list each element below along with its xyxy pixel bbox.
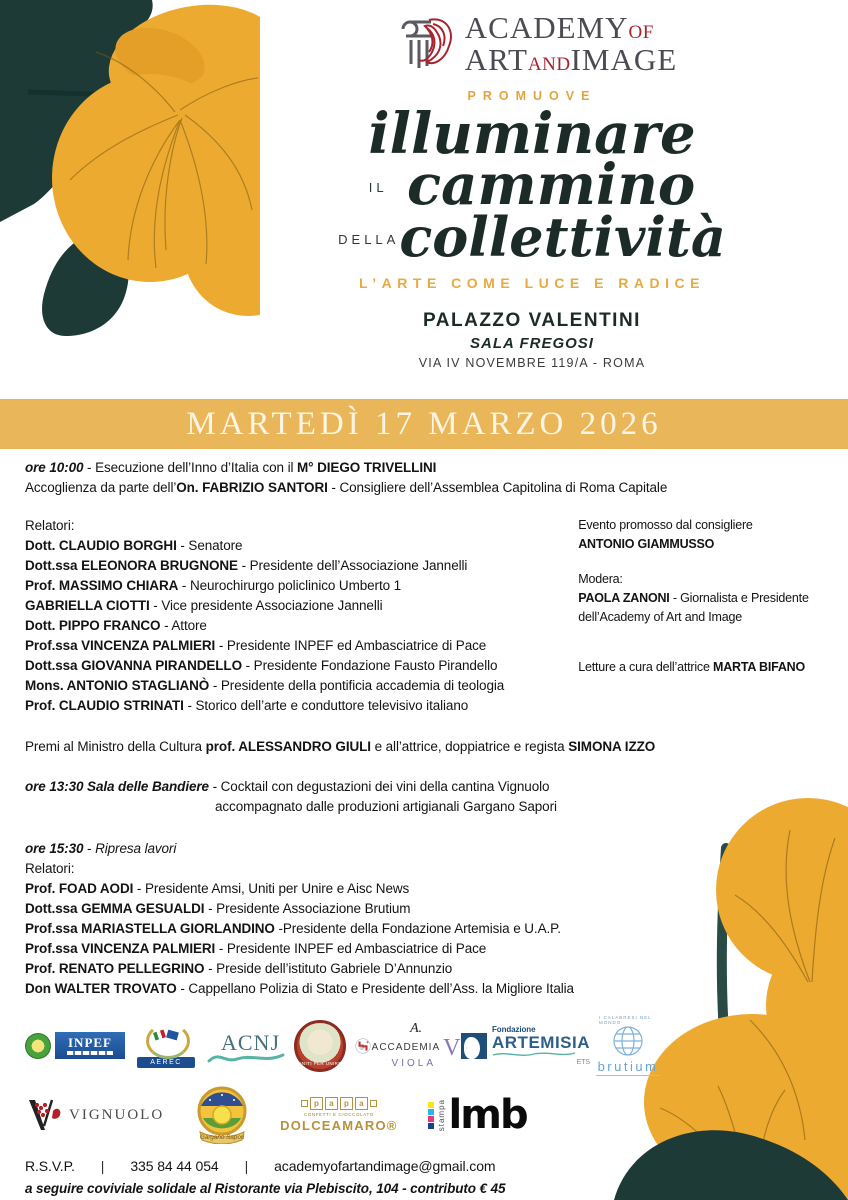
venue-hall: SALA FREGOSI <box>470 334 594 352</box>
brand-wordmark <box>465 12 677 75</box>
text-segment: Letture a cura dell’attrice <box>578 660 713 674</box>
relatori-heading: Relatori: <box>25 861 75 876</box>
papa-letter-boxes <box>301 1097 377 1110</box>
speaker-row <box>25 676 578 696</box>
dinner-note: a seguire coviviale solidale al Ristorante via Plebiscito, 104 - contributo € 45 <box>25 1181 506 1196</box>
viola-label: VIOLA <box>391 1057 436 1069</box>
text-segment: - Presidente INPEF ed Ambasciatrice di Pace <box>215 941 487 956</box>
brand-art: ART <box>464 42 528 77</box>
text-segment: - Vice presidente Associazione Jannelli <box>149 598 383 613</box>
artemisia-label: ARTEMISIA <box>492 1032 590 1052</box>
fondazione-artemisia-logo <box>461 1026 590 1066</box>
speaker-row <box>25 899 823 919</box>
speaker-row <box>25 979 823 999</box>
text-segment: On. FABRIZIO SANTORI <box>176 480 328 495</box>
text-segment: - Presidente INPEF ed Ambasciatrice di Pace <box>215 638 487 653</box>
speaker-row <box>25 696 578 716</box>
aerec-crest-icon <box>144 1023 188 1055</box>
rsvp-label: R.S.V.P. <box>25 1158 75 1174</box>
text-segment: Prof.ssa VINCENZA PALMIERI <box>25 638 216 653</box>
speakers-column <box>25 516 578 716</box>
artemisia-ets-label: ETS <box>576 1058 590 1066</box>
brand-of: OF <box>628 22 654 44</box>
inpef-subtext-bars <box>67 1051 113 1055</box>
speaker-row <box>25 636 578 656</box>
speaker-row <box>25 616 578 636</box>
text-segment: - <box>83 841 96 856</box>
text-segment: Dott.ssa ELEONORA BRUGNONE <box>25 558 238 573</box>
vignuolo-v-grapes-icon <box>25 1096 63 1134</box>
vignuolo-label: VIGNUOLO <box>69 1106 165 1123</box>
venue-address: VIA IV NOVEMBRE 119/A - ROMA <box>418 356 646 371</box>
brutium-label: brutium <box>597 1059 659 1074</box>
vignuolo-logo <box>25 1096 164 1134</box>
venue-block <box>248 309 816 371</box>
inpef-wordmark <box>55 1032 125 1059</box>
program-line <box>25 458 823 478</box>
inpef-label: INPEF <box>68 1035 112 1050</box>
text-segment: - Storico dell’arte e conduttore televisivo italiano <box>183 698 469 713</box>
acnj-label: ACNJ <box>221 1029 281 1055</box>
stampa-label: stampa <box>436 1098 446 1132</box>
cmyk-squares-icon <box>428 1102 434 1129</box>
partner-logos-row-2 <box>25 1086 585 1144</box>
speaker-row <box>25 556 578 576</box>
lmb-print-logo <box>428 1092 527 1138</box>
accademia-viola-logo <box>371 1020 461 1069</box>
text-segment: - Presidente Fondazione Fausto Pirandello <box>241 658 498 673</box>
date-banner-text: MARTEDÌ 17 MARZO 2026 <box>186 406 662 442</box>
globe-icon <box>612 1025 644 1057</box>
program-line <box>25 478 823 498</box>
text-segment: - Senatore <box>176 538 243 553</box>
text-segment: -Presidente della Fondazione Artemisia e U.A.P. <box>274 921 561 936</box>
text-segment: - Presidente dell’Associazione Jannelli <box>237 558 468 573</box>
medical-association-logo <box>355 1023 371 1069</box>
inpef-logo <box>25 1032 125 1059</box>
title-line-1: illuminare <box>368 101 696 167</box>
laurel-wreath-icon <box>146 1023 190 1059</box>
promuove-label: PROMUOVE <box>467 89 597 103</box>
text-segment: PAOLA ZANONI <box>578 591 670 605</box>
text-segment: - Attore <box>160 618 207 633</box>
artemisia-profile-icon <box>461 1033 487 1059</box>
artemisia-fondazione-label: Fondazione <box>492 1024 536 1034</box>
text-segment: - Giornalista e Presidente dell’Academy of Art and Image <box>578 591 809 624</box>
text-segment: SIMONA IZZO <box>568 739 656 754</box>
text-segment: Don WALTER TROVATO <box>25 981 177 996</box>
magenta-square <box>428 1116 434 1122</box>
email-address: academyofartandimage@gmail.com <box>274 1158 496 1174</box>
text-segment: - Preside dell’istituto Gabriele D’Annunzio <box>204 961 453 976</box>
yellow-square <box>428 1102 434 1108</box>
artemisia-wordmark <box>492 1026 590 1066</box>
gargano-sapori-badge <box>194 1086 250 1144</box>
speaker-row <box>25 656 578 676</box>
title-line-3 <box>248 205 816 269</box>
flower-top-left-illustration <box>0 0 260 336</box>
brand-and: AND <box>527 54 571 75</box>
text-segment: - Neurochirurgo policlinico Umberto 1 <box>178 578 402 593</box>
title-collettivita: collettività <box>399 205 726 269</box>
text-segment: Dott. PIPPO FRANCO <box>25 618 161 633</box>
papa-letter: p <box>340 1097 353 1110</box>
papa-letter: a <box>325 1097 338 1110</box>
text-segment: - Presidente Associazione Brutium <box>204 901 411 916</box>
text-segment: - Cocktail con degustazioni dei vini della cantina Vignuolo <box>208 779 550 794</box>
promo-line: Evento promosso dal consigliere <box>578 518 753 532</box>
text-segment: Prof. CLAUDIO STRINATI <box>25 698 184 713</box>
relatori-heading: Relatori: <box>25 518 75 533</box>
text-segment: e all’attrice, doppiatrice e regista <box>370 739 569 754</box>
gargano-label: Gargano Sapori <box>199 1134 245 1141</box>
poster-header <box>248 8 816 371</box>
text-segment: Prof. RENATO PELLEGRINO <box>25 961 205 976</box>
text-segment: Ripresa lavori <box>95 841 177 856</box>
text-segment: Dott.ssa GEMMA GESUALDI <box>25 901 205 916</box>
phone-number: 335 84 44 054 <box>130 1158 219 1174</box>
separator: | <box>100 1158 105 1174</box>
text-segment: ore 15:30 <box>25 841 84 856</box>
tagline: L’ARTE COME LUCE E RADICE <box>359 275 705 291</box>
blue-square <box>428 1123 434 1129</box>
text-segment: Prof. MASSIMO CHIARA <box>25 578 179 593</box>
uniti-per-unire-logo <box>294 1020 346 1072</box>
text-segment: Premi al Ministro della Cultura <box>25 739 206 754</box>
separator: | <box>244 1158 249 1174</box>
awards-line <box>25 737 823 757</box>
viola-accademia-label: ACCADEMIA <box>371 1041 441 1053</box>
viola-v-initial: V <box>443 1034 461 1061</box>
brand-academy: ACADEMY <box>464 10 629 46</box>
text-segment: Mons. ANTONIO STAGLIANÒ <box>25 678 210 693</box>
text-segment: Prof.ssa MARIASTELLA GIORLANDINO <box>25 921 275 936</box>
text-segment: - Cappellano Polizia di Stato e Presidente dell’Ass. la Migliore Italia <box>176 981 574 996</box>
aerec-label: AEREC <box>137 1057 195 1068</box>
promo-name: ANTONIO GIAMMUSSO <box>578 537 715 551</box>
title-della: DELLA <box>338 232 400 247</box>
text-segment: prof. ALESSANDRO GIULI <box>205 739 371 754</box>
speaker-row <box>25 536 578 556</box>
text-segment: ore 13:30 Sala delle Bandiere <box>25 779 209 794</box>
text-segment: GABRIELLA CIOTTI <box>25 598 150 613</box>
text-segment: - Presidente della pontificia accademia di teologia <box>209 678 505 693</box>
side-column <box>578 516 823 716</box>
text-segment: Accoglienza da parte dell’ <box>25 480 177 495</box>
text-segment: - Consigliere dell’Assemblea Capitolina di Roma Capitale <box>327 480 668 495</box>
speaker-row <box>25 596 578 616</box>
inpef-emblem-icon <box>25 1033 51 1059</box>
speaker-row <box>25 879 823 899</box>
text-segment: M° DIEGO TRIVELLINI <box>297 460 437 475</box>
speaker-row <box>25 919 823 939</box>
speaker-row <box>25 939 823 959</box>
modera-line <box>578 589 823 627</box>
viola-monogram: A. <box>410 1020 422 1036</box>
text-segment: - Presidente Amsi, Uniti per Unire e Aisc News <box>133 881 410 896</box>
brand-line-1 <box>465 12 677 44</box>
aerec-logo <box>134 1023 198 1068</box>
brutium-rim-text: I CALABRESI NEL MONDO <box>599 1015 652 1025</box>
papa-dolceamaro-logo <box>280 1097 397 1133</box>
ripresa-line <box>25 839 823 859</box>
meander-decoration <box>301 1100 308 1107</box>
cocktail-line-2: accompagnato dalle produzioni artigianali Gargano Sapori <box>215 799 557 814</box>
lmb-label: lmb <box>448 1092 527 1138</box>
text-segment: Prof.ssa VINCENZA PALMIERI <box>25 941 216 956</box>
brand-lockup <box>248 8 816 80</box>
modera-heading: Modera: <box>578 572 623 586</box>
speaker-row <box>25 959 823 979</box>
cyan-square <box>428 1109 434 1115</box>
brutium-logo <box>599 1015 657 1076</box>
letture-line <box>578 658 823 677</box>
date-banner <box>0 399 848 449</box>
text-segment: Dott.ssa GIOVANNA PIRANDELLO <box>25 658 242 673</box>
speaker-row <box>25 576 578 596</box>
dolceamaro-label: DOLCEAMARO® <box>280 1118 398 1133</box>
rsvp-line <box>25 1158 823 1174</box>
brand-line-2 <box>465 44 677 76</box>
text-segment: Dott. CLAUDIO BORGHI <box>25 538 177 553</box>
papa-letter: a <box>355 1097 368 1110</box>
meander-decoration <box>370 1100 377 1107</box>
viola-wordmark-row <box>371 1034 461 1061</box>
text-segment: Prof. FOAD AODI <box>25 881 134 896</box>
papa-letter: p <box>310 1097 323 1110</box>
venue-name: PALAZZO VALENTINI <box>423 310 641 331</box>
brand-image: IMAGE <box>570 42 678 77</box>
acnj-logo <box>207 1025 285 1067</box>
uniti-per-unire-label: UNITI PER UNIRE <box>298 1060 342 1066</box>
cocktail-line <box>25 777 823 797</box>
text-segment: ore 10:00 <box>25 460 84 475</box>
partner-logos-row-1 <box>25 1015 657 1076</box>
text-segment: - Esecuzione dell’Inno d’Italia con il <box>83 460 298 475</box>
column-and-muse-icon <box>387 8 463 80</box>
title-il: IL <box>368 180 388 195</box>
artemisia-wave-icon <box>492 1051 576 1058</box>
two-column-section <box>25 516 823 716</box>
papa-subtitle: CONFETTI E CIOCCOLATO <box>303 1112 374 1117</box>
text-segment: MARTA BIFANO <box>713 660 806 674</box>
title-cammino: cammino <box>407 152 696 218</box>
program-content <box>25 458 823 1196</box>
